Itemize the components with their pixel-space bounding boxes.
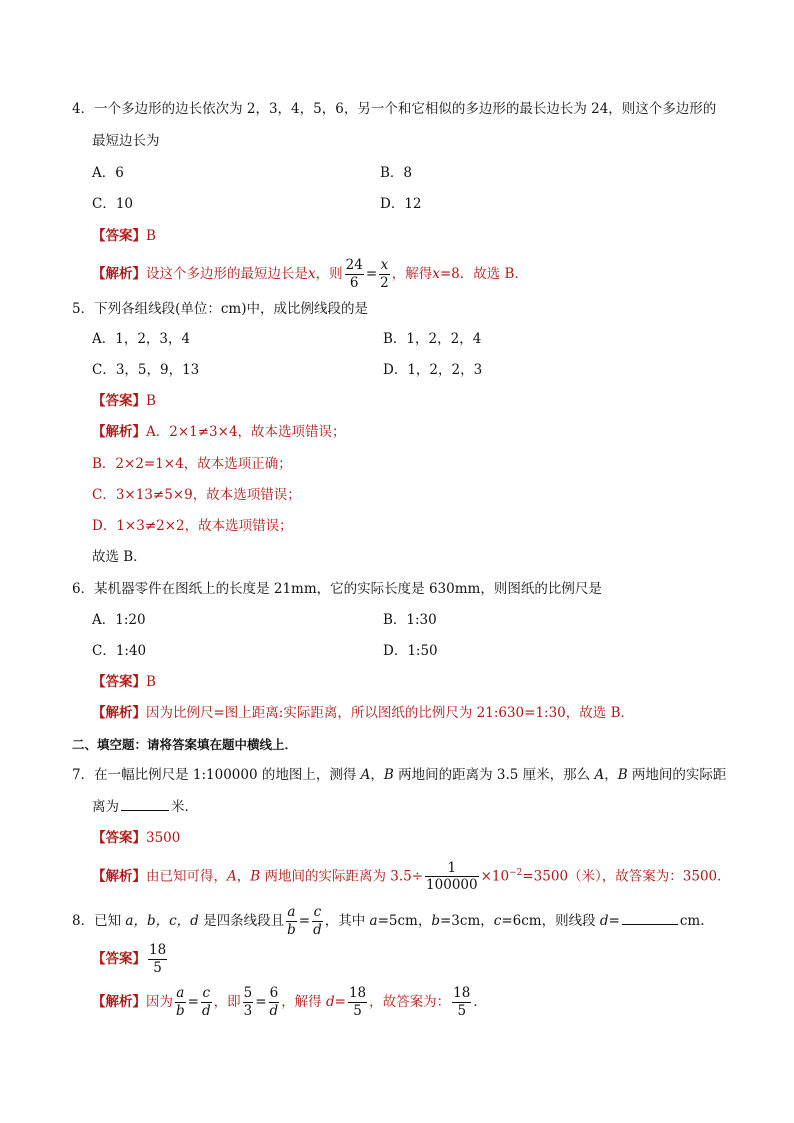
analysis-tag: 【解析】 <box>92 424 146 440</box>
separator: ， <box>370 767 384 783</box>
fraction-18-5 <box>348 987 367 1018</box>
numerator: c <box>202 985 211 1001</box>
point-b: B <box>250 868 261 885</box>
denominator: 5 <box>148 959 167 976</box>
analysis-tag: 【解析】 <box>92 994 146 1010</box>
stem-text: = <box>608 913 620 929</box>
stem-text: =5cm， <box>377 913 432 929</box>
variable-x: x <box>432 266 440 282</box>
analysis-text: ． <box>473 994 487 1010</box>
denominator: b <box>176 1002 185 1019</box>
denominator: d <box>269 1002 279 1019</box>
denominator: 6 <box>345 274 364 291</box>
fraction-a-b <box>286 906 297 937</box>
numerator: 18 <box>453 985 471 1001</box>
analysis-tag: 【解析】 <box>92 266 146 282</box>
q6-option-d: D．1:50 <box>383 643 438 659</box>
fraction-a-b <box>175 987 186 1018</box>
numerator: 6 <box>269 985 279 1001</box>
denominator: 2 <box>380 274 389 291</box>
q4-option-d: D．12 <box>380 196 422 212</box>
analysis-text: ，解得 <box>391 266 433 282</box>
analysis-text: =8．故选 B． <box>439 266 528 282</box>
equals-sign: = <box>365 266 378 282</box>
answer-value: B <box>146 393 156 409</box>
point-b: B <box>617 767 628 783</box>
answer-tag: 【答案】 <box>92 830 146 846</box>
numerator: 1 <box>447 859 457 876</box>
fraction-6-d <box>269 987 280 1018</box>
equals-sign: = <box>298 913 311 929</box>
q7-stem-line1 <box>72 765 726 785</box>
q8-analysis <box>92 982 487 1022</box>
q5-option-c: C．3，5，9，13 <box>92 362 200 378</box>
numerator: 5 <box>243 985 253 1001</box>
stem-text: 两地间的实际距 <box>627 767 727 783</box>
q5-analysis-line5: 故选 B． <box>92 549 147 565</box>
variable-x: x <box>308 266 316 282</box>
stem-text: ，其中 <box>324 913 370 929</box>
q6-stem: 6．某机器零件在图纸上的长度是 21mm，它的实际长度是 630mm，则图纸的比例尺是 <box>72 581 602 597</box>
analysis-text: ×10 <box>480 868 510 885</box>
q6-answer <box>92 672 156 692</box>
q4-answer <box>92 226 156 246</box>
fraction-5-3 <box>243 987 254 1018</box>
answer-value: B <box>146 228 156 244</box>
stem-text: 8．已知 <box>72 913 126 929</box>
numerator: a <box>287 904 296 920</box>
variable-a: a <box>369 913 378 929</box>
q5-answer <box>92 391 156 411</box>
analysis-text: 因为比例尺=图上距离:实际距离，所以图纸的比例尺为 21:630=1:30，故选 B． <box>146 705 634 721</box>
denominator: 5 <box>452 1002 471 1019</box>
denominator: 100000 <box>426 877 478 893</box>
answer-tag: 【答案】 <box>92 228 146 244</box>
q6-analysis <box>92 703 634 723</box>
denominator: d <box>201 1002 211 1019</box>
stem-text: =6cm，则线段 <box>501 913 600 929</box>
section-heading: 二、填空题：请将答案填在题中横线上． <box>72 737 298 752</box>
stem-text: =3cm， <box>440 913 494 929</box>
variables: a，b，c，d <box>125 913 199 929</box>
point-b: B <box>383 767 394 783</box>
numerator: 24 <box>345 257 363 273</box>
point-a: A <box>227 868 237 885</box>
equals-sign: = <box>255 994 267 1010</box>
stem-text: 米． <box>171 799 198 815</box>
stem-text: 离为 <box>92 799 119 815</box>
answer-tag: 【答案】 <box>92 393 146 409</box>
numerator: a <box>176 985 185 1001</box>
fraction-1-100000 <box>425 859 479 893</box>
denominator: 5 <box>348 1002 367 1019</box>
q5-option-d: D．1，2，2，3 <box>383 362 483 378</box>
analysis-text: = <box>334 994 346 1010</box>
q8-answer <box>92 939 169 979</box>
analysis-text: 因为 <box>146 994 173 1010</box>
equals-sign: = <box>187 994 199 1010</box>
numerator: 18 <box>348 985 367 1001</box>
point-a: A <box>594 767 605 783</box>
q8-stem <box>72 903 705 939</box>
fraction-18-5 <box>148 944 167 975</box>
analysis-text: 设这个多边形的最短边长是 <box>146 266 308 282</box>
fraction-c-d <box>312 906 323 937</box>
denominator: d <box>313 921 322 938</box>
analysis-tag: 【解析】 <box>92 868 146 885</box>
answer-value: B <box>146 674 156 690</box>
q4-option-c: C．10 <box>92 196 134 212</box>
analysis-text: 由已知可得， <box>146 868 227 885</box>
variable-d: d <box>325 994 335 1010</box>
q5-stem: 5．下列各组线段(单位：cm)中，成比例线段的是 <box>72 301 368 317</box>
numerator: x <box>380 257 389 273</box>
fraction-24-6 <box>345 259 364 290</box>
q7-analysis <box>92 856 731 894</box>
analysis-text: ，故答案为： <box>369 994 451 1010</box>
q4-analysis <box>92 258 528 290</box>
answer-blank <box>622 912 678 925</box>
q6-option-c: C．1:40 <box>92 643 147 659</box>
q5-analysis-line1 <box>92 422 346 442</box>
q5-option-b: B．1，2，2，4 <box>383 331 482 347</box>
analysis-text: 两地间的实际距离为 3.5÷ <box>260 868 424 885</box>
q4-stem-line1: 4．一个多边形的边长依次为 2，3，4，5，6，另一个和它相似的多边形的最长边长为 24，则这个多边形的 <box>72 101 717 117</box>
answer-tag: 【答案】 <box>92 951 146 967</box>
analysis-tag: 【解析】 <box>92 705 146 721</box>
analysis-text: =3500（米），故答案为：3500． <box>522 868 731 885</box>
q5-option-a: A．1，2，3，4 <box>92 331 191 347</box>
numerator: 18 <box>149 942 167 958</box>
fraction-x-2 <box>379 259 390 290</box>
variable-b: b <box>431 913 440 929</box>
stem-text: 7．在一幅比例尺是 1:100000 的地图上，测得 <box>72 767 361 783</box>
analysis-text: ，即 <box>213 994 241 1010</box>
point-a: A <box>360 767 371 783</box>
q7-answer <box>92 828 180 848</box>
exponent: −2 <box>509 868 523 878</box>
q4-option-b: B．8 <box>380 165 413 181</box>
q6-option-b: B．1:30 <box>383 612 437 628</box>
numerator: c <box>313 904 322 920</box>
analysis-text: ，解得 <box>281 994 326 1010</box>
analysis-text: ，则 <box>315 266 343 282</box>
separator: ， <box>604 767 618 783</box>
q5-analysis-line4: D．1×3≠2×2，故本选项错误； <box>92 518 293 534</box>
separator: ， <box>236 868 251 885</box>
variable-c: c <box>493 913 502 929</box>
q4-stem-line2: 最短边长为 <box>92 133 160 149</box>
q4-option-a: A．6 <box>92 165 124 181</box>
analysis-text: A．2×1≠3×4，故本选项错误； <box>146 424 346 440</box>
stem-text: 两地间的距离为 3.5 厘米，那么 <box>393 767 595 783</box>
q5-analysis-line2: B．2×2=1×4，故本选项正确； <box>92 456 292 472</box>
unit: cm. <box>679 913 705 929</box>
answer-tag: 【答案】 <box>92 674 146 690</box>
q6-option-a: A．1:20 <box>92 612 146 628</box>
q5-analysis-line3: C．3×13≠5×9，故本选项错误； <box>92 487 301 503</box>
fraction-c-d <box>201 987 212 1018</box>
denominator: 3 <box>243 1002 253 1019</box>
answer-blank <box>121 798 169 811</box>
stem-text: 是四条线段且 <box>198 913 285 929</box>
fraction-18-5 <box>452 987 471 1018</box>
variable-d: d <box>599 913 609 929</box>
denominator: b <box>287 921 296 938</box>
q7-stem-line2 <box>92 797 198 817</box>
answer-value: 3500 <box>146 830 181 846</box>
